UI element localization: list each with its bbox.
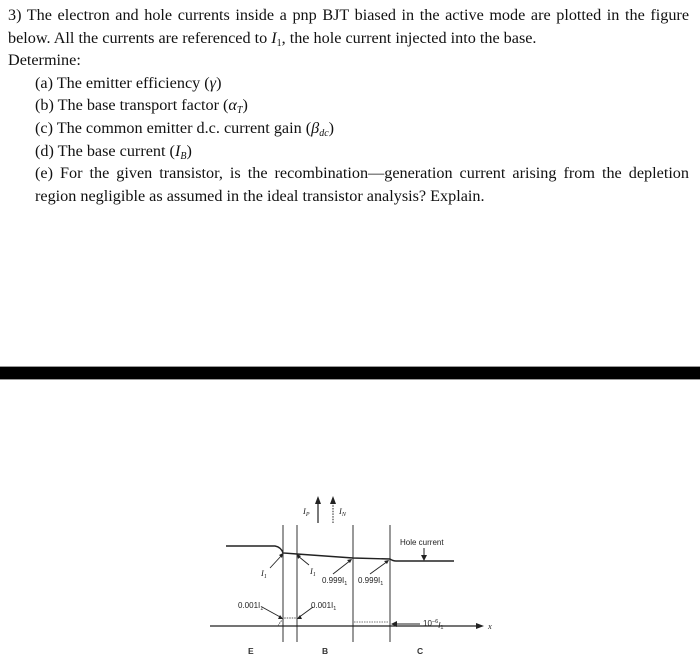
label-i1-right: $I_1$ (310, 566, 316, 578)
label-0999-left: $0.999I_1$ (322, 576, 348, 587)
hole-current-curve (226, 546, 454, 561)
question-b: (b) The base transport factor $(\alpha_T)$ (35, 96, 248, 117)
bjt-current-figure (0, 480, 700, 659)
problem-number: 3) (8, 6, 22, 24)
question-list (8, 72, 689, 208)
determine-label: Determine: (8, 51, 81, 70)
label-0001-right: $0.001I_1$ (311, 601, 337, 612)
x-axis-arrow-icon (476, 623, 484, 629)
page-divider-bar (0, 366, 700, 380)
label-1e-6: $10^{-6}I1$ (423, 619, 444, 631)
legend-ip-label: $I_P$ (303, 506, 310, 518)
region-base: B (322, 646, 329, 656)
legend (302, 496, 347, 523)
region-collector: C (417, 646, 424, 656)
label-i1-left: $I_1$ (261, 568, 267, 580)
problem-text (8, 4, 689, 207)
hole-current-label: Hole current (400, 538, 444, 547)
label-0001-left: $0.001I_1$ (238, 601, 264, 612)
question-c: (c) The common emitter d.c. current gain $(\beta_{dc})$ (35, 118, 335, 139)
question-e: (e) For the given transistor, is the recombination—generation current arising from the depletion region negligible as assumed in the ideal transistor analysis? Explain. (35, 164, 689, 205)
legend-in-label: $I_N$ (339, 506, 346, 518)
x-axis-label: x (488, 621, 492, 631)
problem-statement: 3) The electron and hole currents inside a pnp BJT biased in the active mode are plotted in the figure below. All the currents are referenced to $I_1$, the hole current injected into the base. (8, 6, 689, 49)
question-d: (d) The base current $(I_B)$ (35, 141, 192, 162)
question-a: (a) The emitter efficiency (γ) (35, 73, 222, 92)
region-emitter: E (248, 646, 254, 656)
electron-current-emitter-junction (278, 618, 296, 626)
label-0999-right: $0.999I_1$ (358, 576, 384, 587)
